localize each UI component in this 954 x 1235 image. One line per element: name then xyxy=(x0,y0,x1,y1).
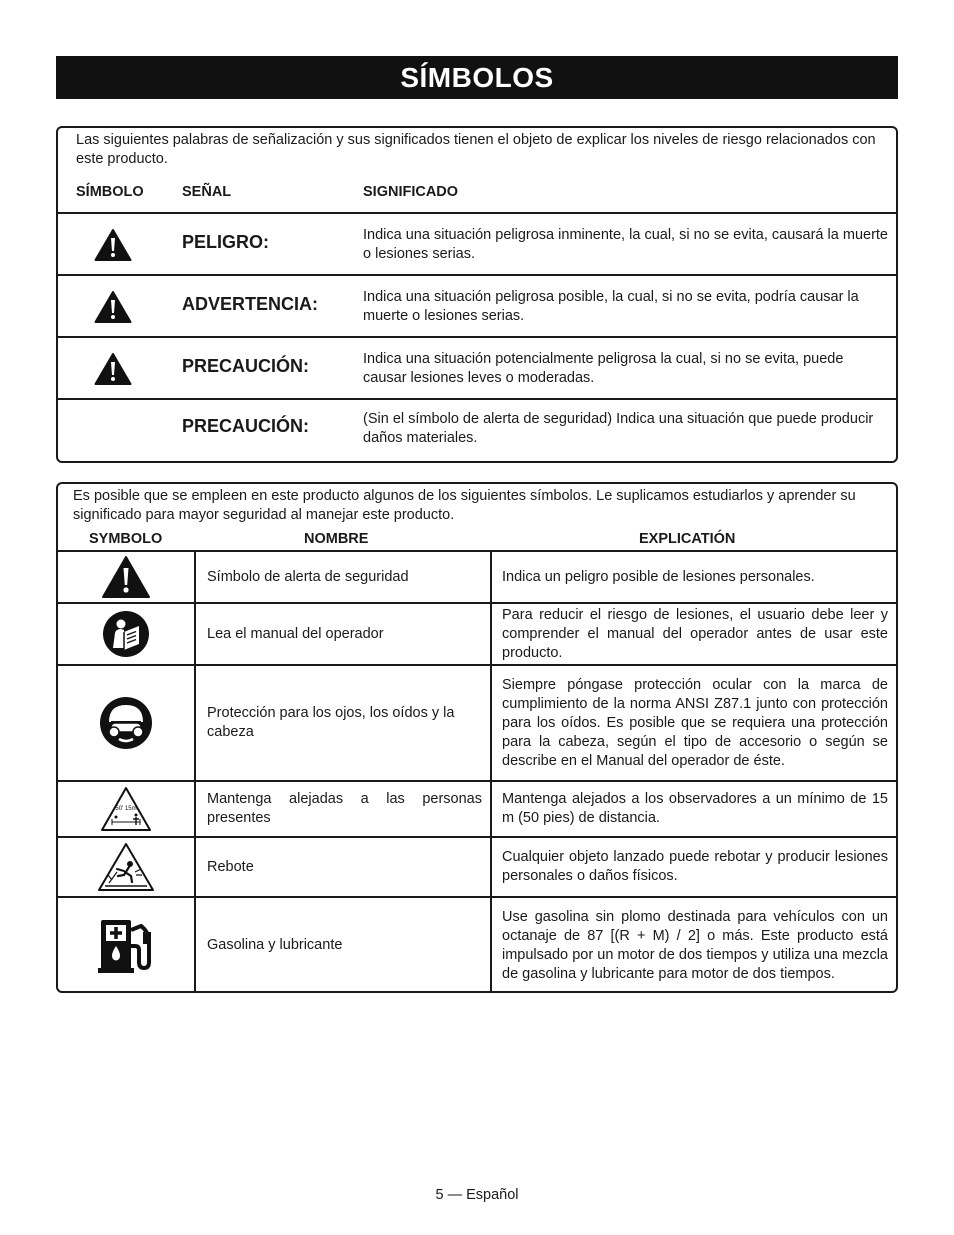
symbol-explanation: Indica un peligro posible de lesiones personales. xyxy=(502,568,815,585)
read-manual-icon xyxy=(102,610,150,658)
symbol-row xyxy=(58,664,896,780)
symbol-name: Mantenga alejadas a las personas presentes xyxy=(207,791,482,826)
page-footer: 5 — Español xyxy=(435,1187,519,1203)
symbol-name: Lea el manual del operador xyxy=(207,625,384,642)
eye-ear-head-protection-icon xyxy=(99,696,153,750)
header-symbol: SÍMBOLO xyxy=(76,184,144,200)
signal-words-table xyxy=(56,126,898,463)
signal-meaning: Indica una situación peligrosa inminente, la cual, si no se evita, causará la muerte o lesiones serias. xyxy=(363,227,888,262)
symbol-explanation: Cualquier objeto lanzado puede rebotar y producir lesiones personales o daños físicos. xyxy=(502,849,888,884)
symbol-name: Rebote xyxy=(207,858,254,875)
symbol-row xyxy=(58,780,896,836)
signal-row-precaucion-no-symbol xyxy=(58,398,896,461)
symbol-name: Gasolina y lubricante xyxy=(207,937,343,953)
fuel-pump-icon xyxy=(97,918,155,974)
symbol-explanation: Mantenga alejados a los observadores a un mínimo de 15 m (50 pies) de distancia. xyxy=(502,791,888,826)
symbol-row xyxy=(58,836,896,896)
symbol-explanation: Use gasolina sin plomo destinada para vehículos con un octanaje de 87 [(R + M) / 2] o más. Este producto está impulsado por un motor de dos tiempos y utiliza una mezcla de gasolina y lubricante para motor de dos tiempos. xyxy=(502,908,888,982)
signal-label: PELIGRO: xyxy=(182,232,270,252)
symbol-row xyxy=(58,602,896,664)
symbol-name: Protección para los ojos, los oídos y la cabeza xyxy=(207,705,455,740)
symbol-explanation: Siempre póngase protección ocular con la marca de cumplimiento de la norma ANSI Z87.1 junto con protección para los oídos. Es posible que se requiera una protección para la cabeza, según el tipo de accesorio o según se describe en el Manual del operador de éste. xyxy=(502,676,888,769)
symbols-table xyxy=(56,482,898,993)
warning-triangle-icon xyxy=(94,228,132,262)
signal-words-intro: Las siguientes palabras de señalización y sus significados tienen el objeto de explicar los niveles de riesgo relacionados con este producto. xyxy=(76,132,876,167)
symbol-row xyxy=(58,896,896,993)
signal-meaning: Indica una situación peligrosa posible, la cual, si no se evita, podría causar la muerte o lesiones serias. xyxy=(363,289,859,324)
signal-row-precaucion xyxy=(58,336,896,400)
header-signal: SEÑAL xyxy=(182,184,232,200)
signal-label: ADVERTENCIA: xyxy=(182,294,319,314)
ricochet-icon xyxy=(97,842,155,892)
safety-alert-icon xyxy=(101,555,151,599)
signal-label: PRECAUCIÓN: xyxy=(182,356,310,376)
signal-row-peligro xyxy=(58,212,896,276)
header-name: NOMBRE xyxy=(304,531,369,547)
signal-label: PRECAUCIÓN: xyxy=(182,416,310,436)
signal-row-advertencia xyxy=(58,274,896,338)
svg-text:50' 15m: 50' 15m xyxy=(115,806,137,812)
symbol-name: Símbolo de alerta de seguridad xyxy=(207,568,409,585)
signal-meaning: (Sin el símbolo de alerta de seguridad) Indica una situación que puede producir daños materiales. xyxy=(363,411,874,446)
warning-triangle-icon xyxy=(94,352,132,386)
symbols-intro: Es posible que se empleen en este producto algunos de los siguientes símbolos. Le suplicamos estudiarlos y aprender su significado para mayor seguridad al manejar este producto. xyxy=(73,488,856,523)
header-meaning: SIGNIFICADO xyxy=(363,184,459,200)
signal-meaning: Indica una situación potencialmente peligrosa la cual, si no se evita, puede causar lesiones leves o moderadas. xyxy=(363,351,844,386)
warning-triangle-icon xyxy=(94,290,132,324)
header-symbol: SYMBOLO xyxy=(89,531,163,547)
symbol-explanation: Para reducir el riesgo de lesiones, el usuario debe leer y comprender el manual del operador antes de usar este producto. xyxy=(502,606,888,661)
header-explanation: EXPLICATIÓN xyxy=(639,531,736,547)
symbol-row xyxy=(58,550,896,602)
page-title: SÍMBOLOS xyxy=(56,56,898,99)
keep-bystanders-away-icon xyxy=(100,786,152,832)
